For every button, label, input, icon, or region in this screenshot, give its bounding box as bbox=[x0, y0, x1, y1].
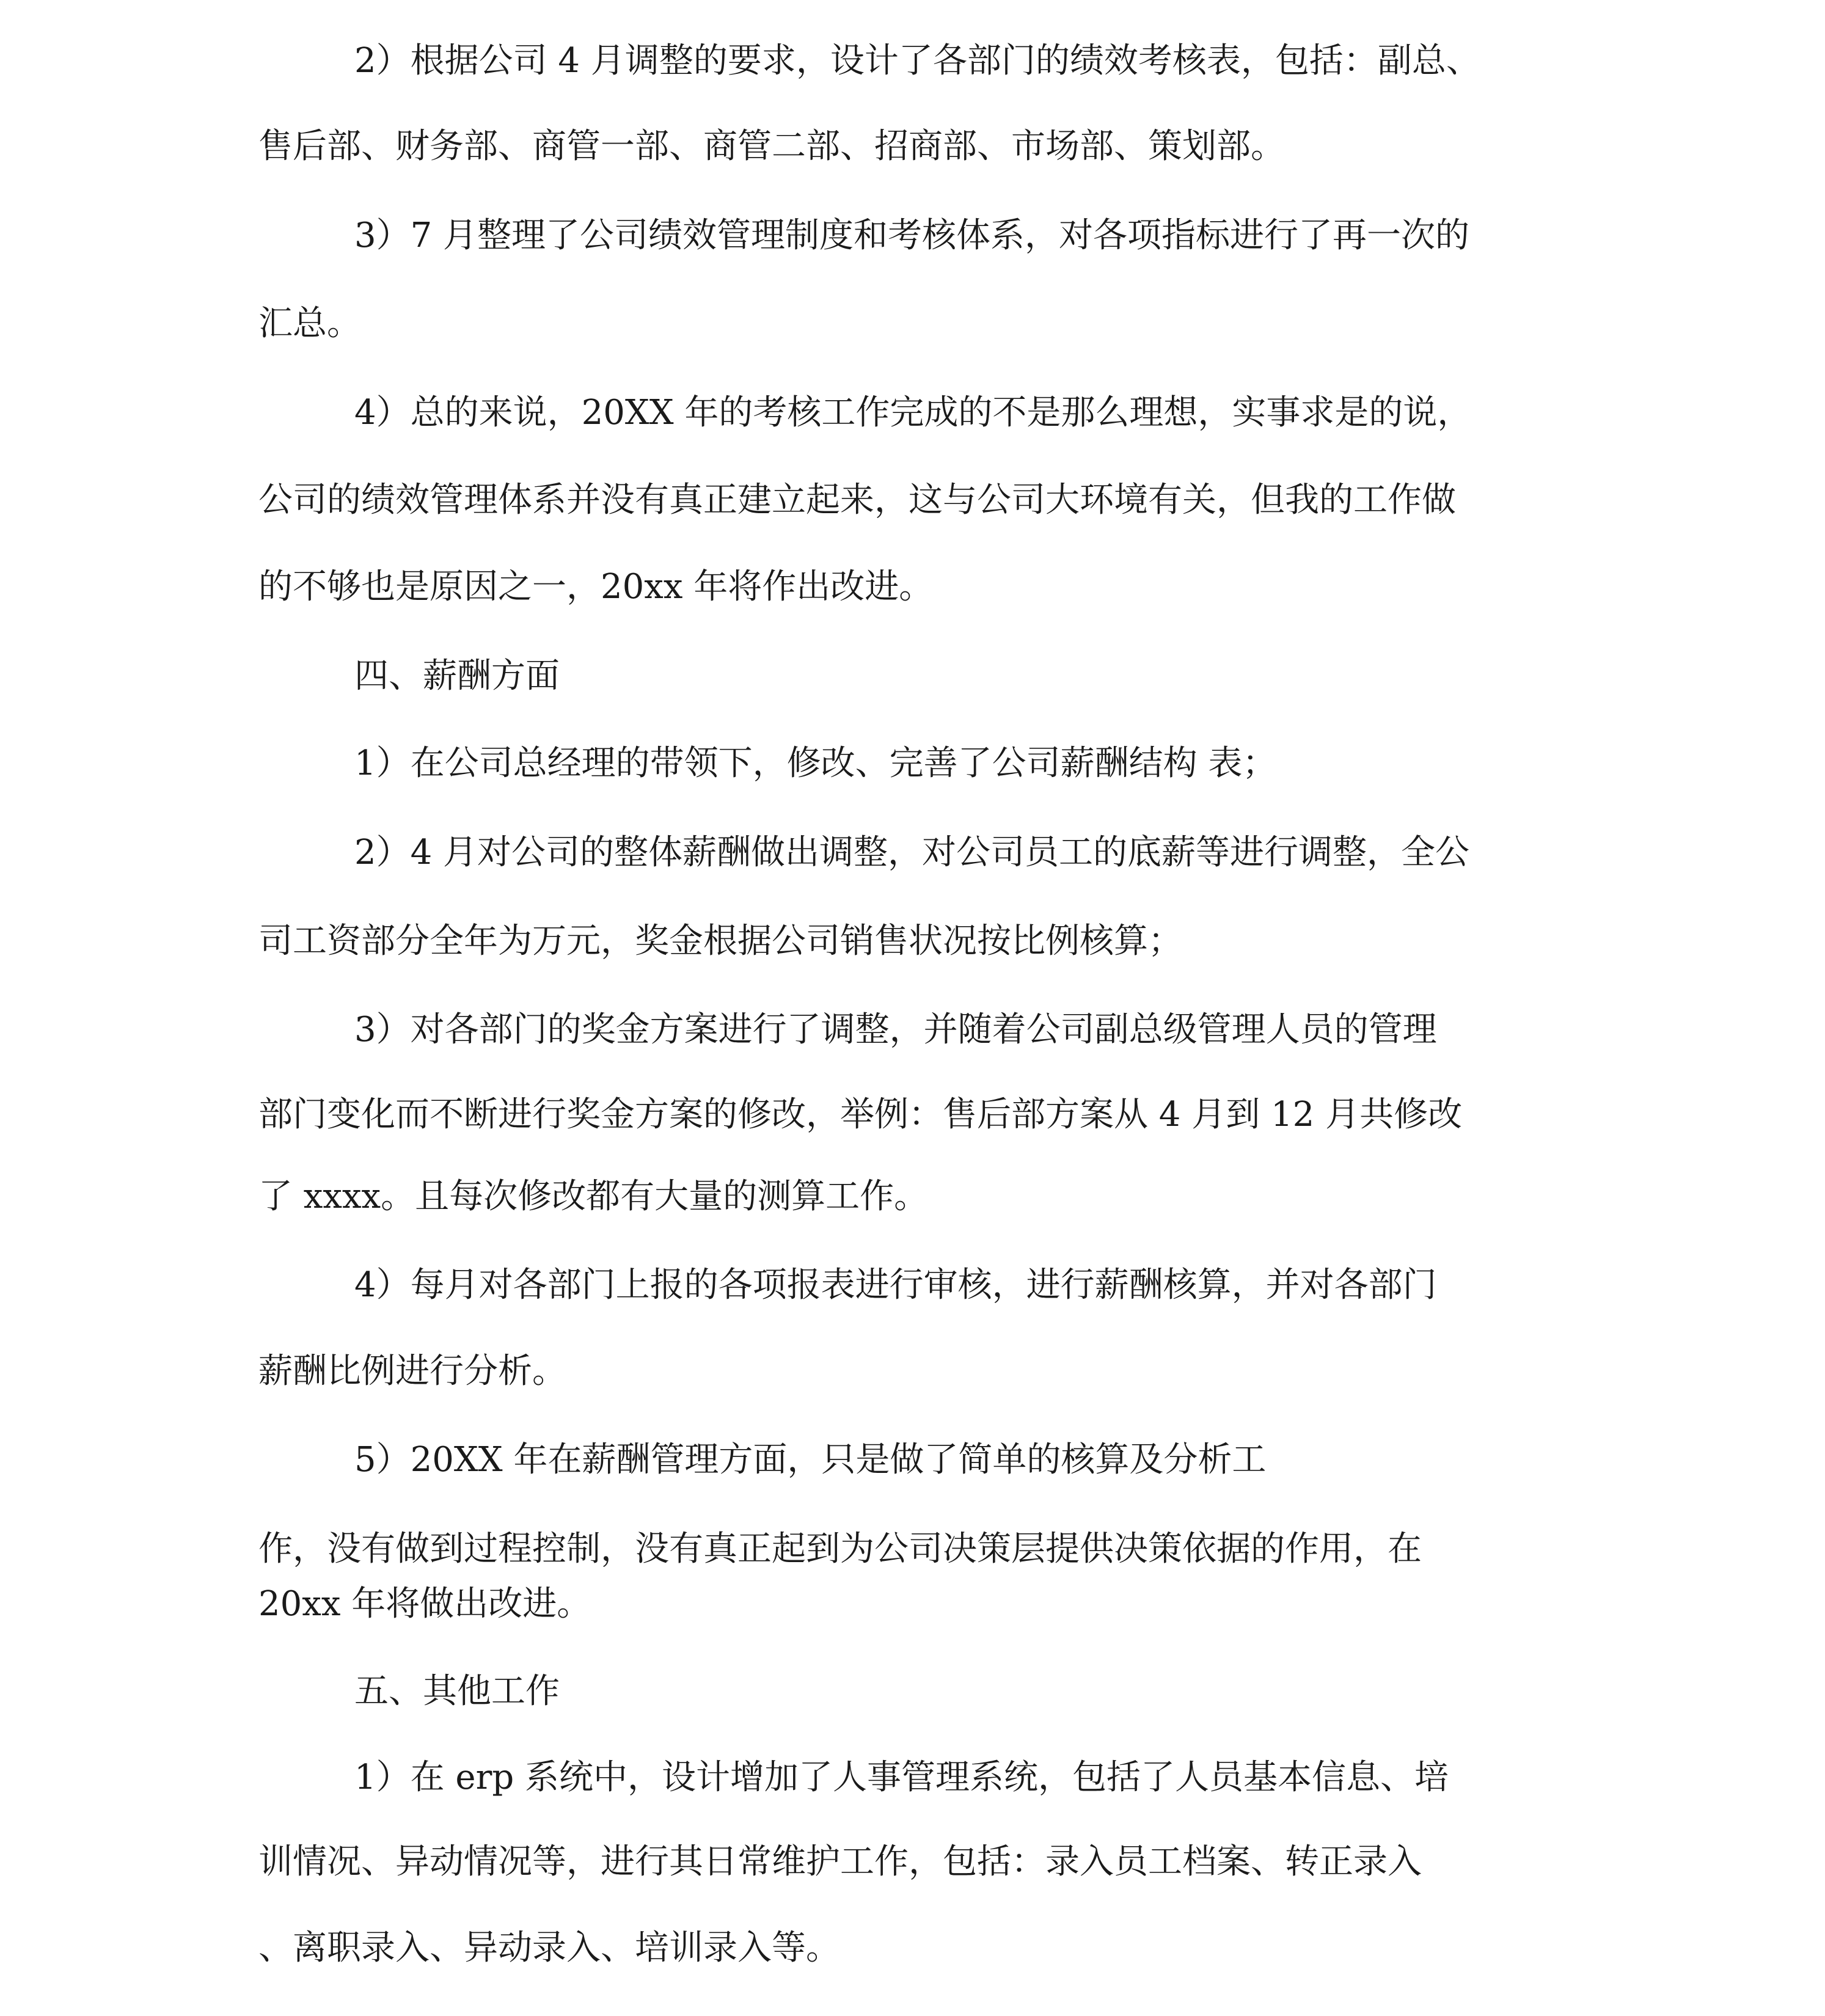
paragraph-line: 薪酬比例进行分析。 bbox=[258, 1351, 566, 1391]
paragraph-line: 20xx 年将做出改进。 bbox=[258, 1584, 591, 1624]
paragraph-line: 训情况、异动情况等，进行其日常维护工作，包括：录入员工档案、转正录入 bbox=[258, 1842, 1422, 1882]
paragraph-line: 了 xxxx。且每次修改都有大量的测算工作。 bbox=[258, 1177, 929, 1216]
section-heading: 五、其他工作 bbox=[354, 1671, 560, 1711]
paragraph-line: 部门变化而不断进行奖金方案的修改，举例：售后部方案从 4 月到 12 月共修改 bbox=[258, 1095, 1463, 1134]
paragraph-line: 4）每月对各部门上报的各项报表进行审核，进行薪酬核算，并对各部门 bbox=[354, 1265, 1437, 1305]
paragraph-line: 作，没有做到过程控制，没有真正起到为公司决策层提供决策依据的作用，在 bbox=[258, 1529, 1422, 1569]
paragraph-line: 2）4 月对公司的整体薪酬做出调整，对公司员工的底薪等进行调整，全公 bbox=[354, 833, 1470, 872]
paragraph-line: 4）总的来说，20XX 年的考核工作完成的不是那么理想，实事求是的说， bbox=[354, 393, 1472, 433]
paragraph-line: 售后部、财务部、商管一部、商管二部、招商部、市场部、策划部。 bbox=[258, 126, 1285, 166]
paragraph-line: 2）根据公司 4 月调整的要求，设计了各部门的绩效考核表，包括：副总、 bbox=[354, 41, 1480, 81]
paragraph-line: 5）20XX 年在薪酬管理方面，只是做了简单的核算及分析工 bbox=[354, 1440, 1267, 1480]
paragraph-line: 3）7 月整理了公司绩效管理制度和考核体系，对各项指标进行了再一次的 bbox=[354, 216, 1470, 255]
paragraph-line: 的不够也是原因之一，20xx 年将作出改进。 bbox=[258, 567, 934, 607]
paragraph-line: 3）对各部门的奖金方案进行了调整，并随着公司副总级管理人员的管理 bbox=[354, 1010, 1437, 1050]
paragraph-line: 、离职录入、异动录入、培训录入等。 bbox=[258, 1928, 840, 1968]
paragraph-line: 1）在 erp 系统中，设计增加了人事管理系统，包括了人员基本信息、培 bbox=[354, 1758, 1449, 1797]
paragraph-line: 司工资部分全年为万元，奖金根据公司销售状况按比例核算； bbox=[258, 921, 1182, 961]
section-heading: 四、薪酬方面 bbox=[354, 656, 560, 696]
paragraph-line: 公司的绩效管理体系并没有真正建立起来，这与公司大环境有关，但我的工作做 bbox=[258, 480, 1456, 520]
paragraph-line: 汇总。 bbox=[258, 304, 361, 343]
paragraph-line: 1）在公司总经理的带领下，修改、完善了公司薪酬结构 表； bbox=[354, 743, 1277, 783]
